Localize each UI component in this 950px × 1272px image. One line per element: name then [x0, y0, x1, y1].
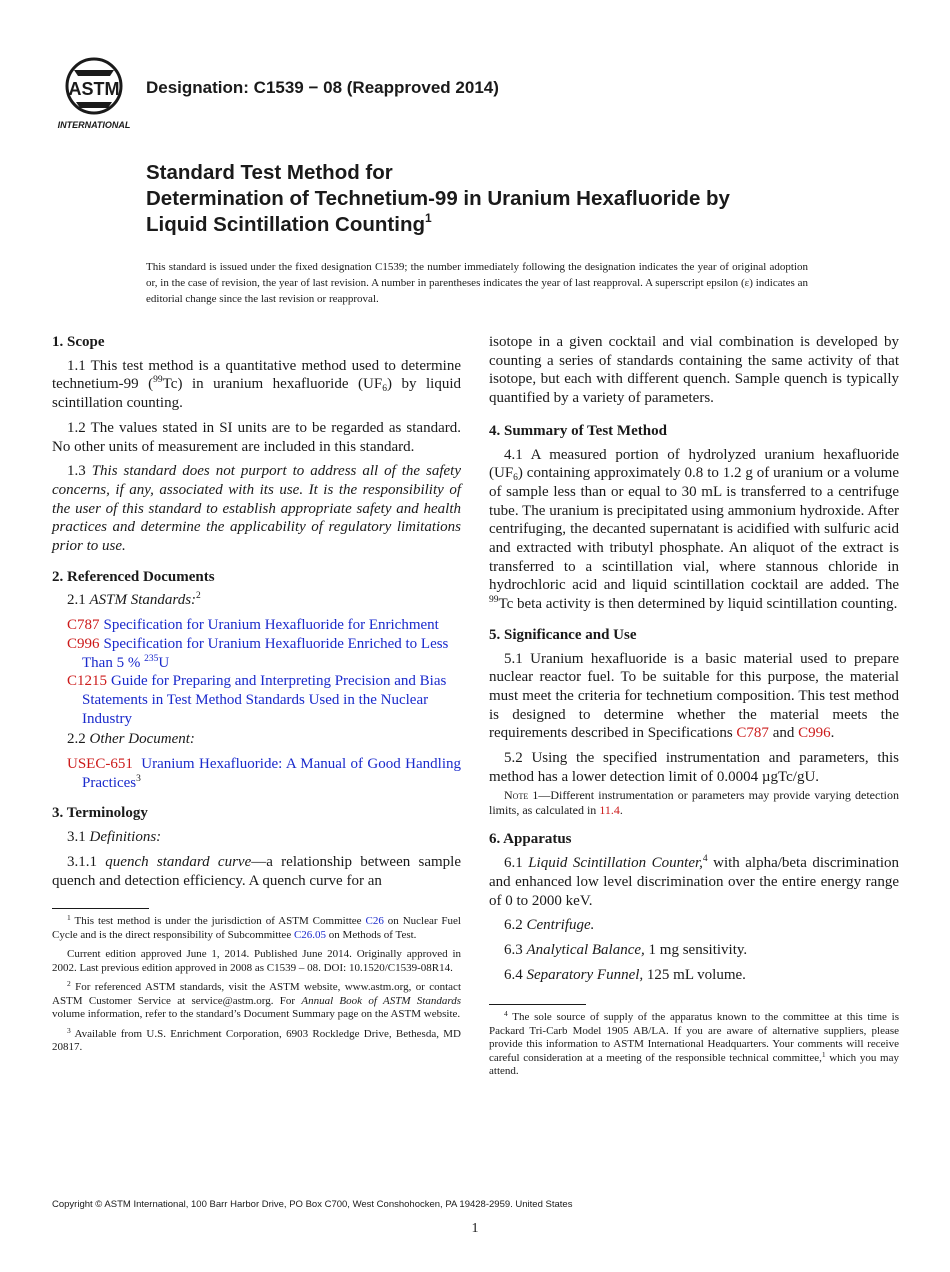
paragraph-1-3: 1.3 This standard does not purport to address all of the safety concerns, if any, associated with its use. It is the responsibility of the user of this standard to establish appropriate safety and health practices and determine the applicability of regulatory limitations prior to use. — [52, 463, 462, 555]
footnote-2: $^2$ For referenced ASTM standards, visit the ASTM website, www.astm.org, or contact ASTM Customer Service at service@astm.org. For Annual Book of ASTM Standards volume information, refer to the standard’s Document Summary page on the ASTM website. — [52, 979, 461, 1021]
paragraph-6-2: 6.2 Centrifuge. — [504, 917, 595, 934]
reference-item[interactable]: C1215 Guide for Preparing and Interpreting Precision and Bias Statements in Test Method Standards Used in the Nuclear Industry — [67, 673, 447, 727]
paragraph-4-1: 4.1 A measured portion of hydrolyzed uranium hexafluoride $(UF_6)$ containing approximately 0.8 to 1.2 g of uranium or a volume of sample less than or equal to 30 mL is transferred to a centrifuge tube. The uranium is precipitated using ammonium hydroxide. After centrifuging, the decanted supernatant is acidified with sulfuric acid and extracted with tributyl phosphate. An aliquot of the extract is transferred to a scintillation vial, where stannous chloride in hydrochloric acid and liquid scintillation cocktail are added. The $^{99}$Tc beta activity is then determined by liquid scintillation counting. — [489, 446, 899, 613]
astm-standards-list — [52, 616, 461, 728]
footnote-divider — [489, 1004, 586, 1005]
reference-item[interactable]: C996 Specification for Uranium Hexafluoride Enriched to Less Than 5 % $^{235}$U — [67, 635, 449, 671]
page-title — [146, 160, 846, 238]
footnote-3: $^3$ Available from U.S. Enrichment Corporation, 6903 Rockledge Drive, Bethesda, MD 20817. — [52, 1025, 461, 1054]
paragraph-5-2: 5.2 Using the specified instrumentation and parameters, this method has a lower detection limit of 0.0004 µgTc/gU. — [489, 750, 899, 785]
page-number: 1 — [471, 1221, 479, 1236]
section-heading-referenced-documents: 2. Referenced Documents — [52, 568, 215, 585]
left-column — [52, 333, 461, 1061]
right-column — [489, 333, 899, 1085]
logo-text: ASTM — [68, 79, 120, 99]
section-heading-terminology: 3. Terminology — [52, 805, 148, 822]
section-heading-summary: 4. Summary of Test Method — [489, 422, 667, 439]
paragraph-6-3: 6.3 Analytical Balance, 1 mg sensitivity. — [504, 941, 748, 958]
title-line-2: Determination of Technetium-99 in Uranium Hexafluoride by — [146, 187, 730, 210]
note-1: Note 1—Different instrumentation or parameters may provide varying detection limits, as calculated in 11.4. — [489, 788, 899, 818]
reference-item[interactable]: USEC-651 Uranium Hexafluoride: A Manual of Good Handling Practices$^3$ — [67, 756, 461, 791]
other-documents-list — [52, 755, 461, 792]
section-11-4-link[interactable]: 11.4 — [599, 803, 620, 818]
footnote-1: $^1$ This test method is under the jurisdiction of ASTM Committee C26 on Nuclear Fuel Cycle and is the direct responsibility of Subcommittee C26.05 on Methods of Test. — [52, 913, 461, 941]
title-line-1: Standard Test Method for — [146, 161, 393, 184]
section-heading-scope: 1. Scope — [52, 334, 105, 350]
logo-subtext: INTERNATIONAL — [57, 120, 131, 130]
intro-paragraph: This standard is issued under the fixed designation C1539; the number immediately following the designation indicates the year of original adoption or, in the case of revision, the year of last revision. A number in parentheses indicates the year of last reapproval. A superscript epsilon (ε) indicates an editorial change since the last revision or reapproval. — [146, 261, 808, 305]
committee-link[interactable]: C26 — [365, 915, 384, 928]
paragraph-3-1-1: 3.1.1 quench standard curve—a relationship between sample quench and detection efficiency. A quench curve for an — [52, 853, 462, 889]
footnote-4: $^4$ The sole source of supply of the apparatus known to the committee at this time is Packard Tri-Carb Model 1905 AB/LA. If you are aware of alternative suppliers, please provide this information to ASTM International Headquarters. Your comments will receive careful consideration at a meeting of the responsible technical committee,$^1$ which you may attend. — [489, 1009, 899, 1078]
c996-link[interactable]: C996 — [798, 725, 831, 742]
paragraph-2-1: 2.1 ASTM Standards:$^2$ — [67, 591, 201, 609]
paragraph-6-1: 6.1 Liquid Scintillation Counter,$^4$ with alpha/beta discrimination and enhanced low level discrimination over the entire energy range of 0 to 2000 keV. — [489, 854, 899, 909]
paragraph-6-4: 6.4 Separatory Funnel, 125 mL volume. — [504, 966, 746, 983]
astm-logo — [52, 56, 136, 132]
paragraph-1-2: 1.2 The values stated in SI units are to be regarded as standard. No other units of measurement are included in this standard. — [52, 419, 461, 455]
title-line-3-text: Liquid Scintillation Counting — [146, 213, 425, 236]
paragraph-1-1: 1.1 This test method is a quantitative method used to determine technetium-99 ($^{99}$Tc) in uranium hexafluoride $(UF_6)$ by liquid scintillation counting. — [52, 357, 461, 412]
footnote-1-edition: Current edition approved June 1, 2014. Published June 2014. Originally approved in 2002. Last previous edition approved in 2008 as C1539 – 08. DOI: 10.1520/C1539-08R14. — [52, 948, 461, 974]
subcommittee-link[interactable]: C26.05 — [293, 928, 327, 941]
paragraph-3-1: 3.1 Definitions: — [67, 829, 162, 846]
designation: Designation: C1539 − 08 (Reapproved 2014) — [146, 78, 499, 97]
title-line-3 — [146, 212, 846, 238]
footnote-divider — [52, 908, 149, 909]
section-heading-apparatus: 6. Apparatus — [489, 831, 572, 848]
reference-item[interactable]: C787 Specification for Uranium Hexafluoride for Enrichment — [67, 617, 439, 634]
c787-link[interactable]: C787 — [736, 725, 769, 742]
paragraph-3-1-1-continued: isotope in a given cocktail and vial combination is developed by counting a series of standards containing the same activity of that isotope, but each with different quench. Sample quench is typically quantified by a variety of parameters. — [489, 334, 899, 407]
title-footnote-ref[interactable]: 1 — [424, 211, 432, 225]
copyright-footer: Copyright © ASTM International, 100 Barr Harbor Drive, PO Box C700, West Conshohocken, PA 19428-2959. United States — [52, 1199, 573, 1210]
paragraph-2-2: 2.2 Other Document: — [67, 731, 195, 748]
paragraph-5-1: 5.1 Uranium hexafluoride is a basic material used to prepare nuclear reactor fuel. To be suitable for this purpose, the material must meet the criteria for technetium composition. This test method is designed to determine whether the material meets the requirements described in Specifications C787 and C996. — [489, 650, 899, 742]
section-heading-significance: 5. Significance and Use — [489, 626, 637, 643]
